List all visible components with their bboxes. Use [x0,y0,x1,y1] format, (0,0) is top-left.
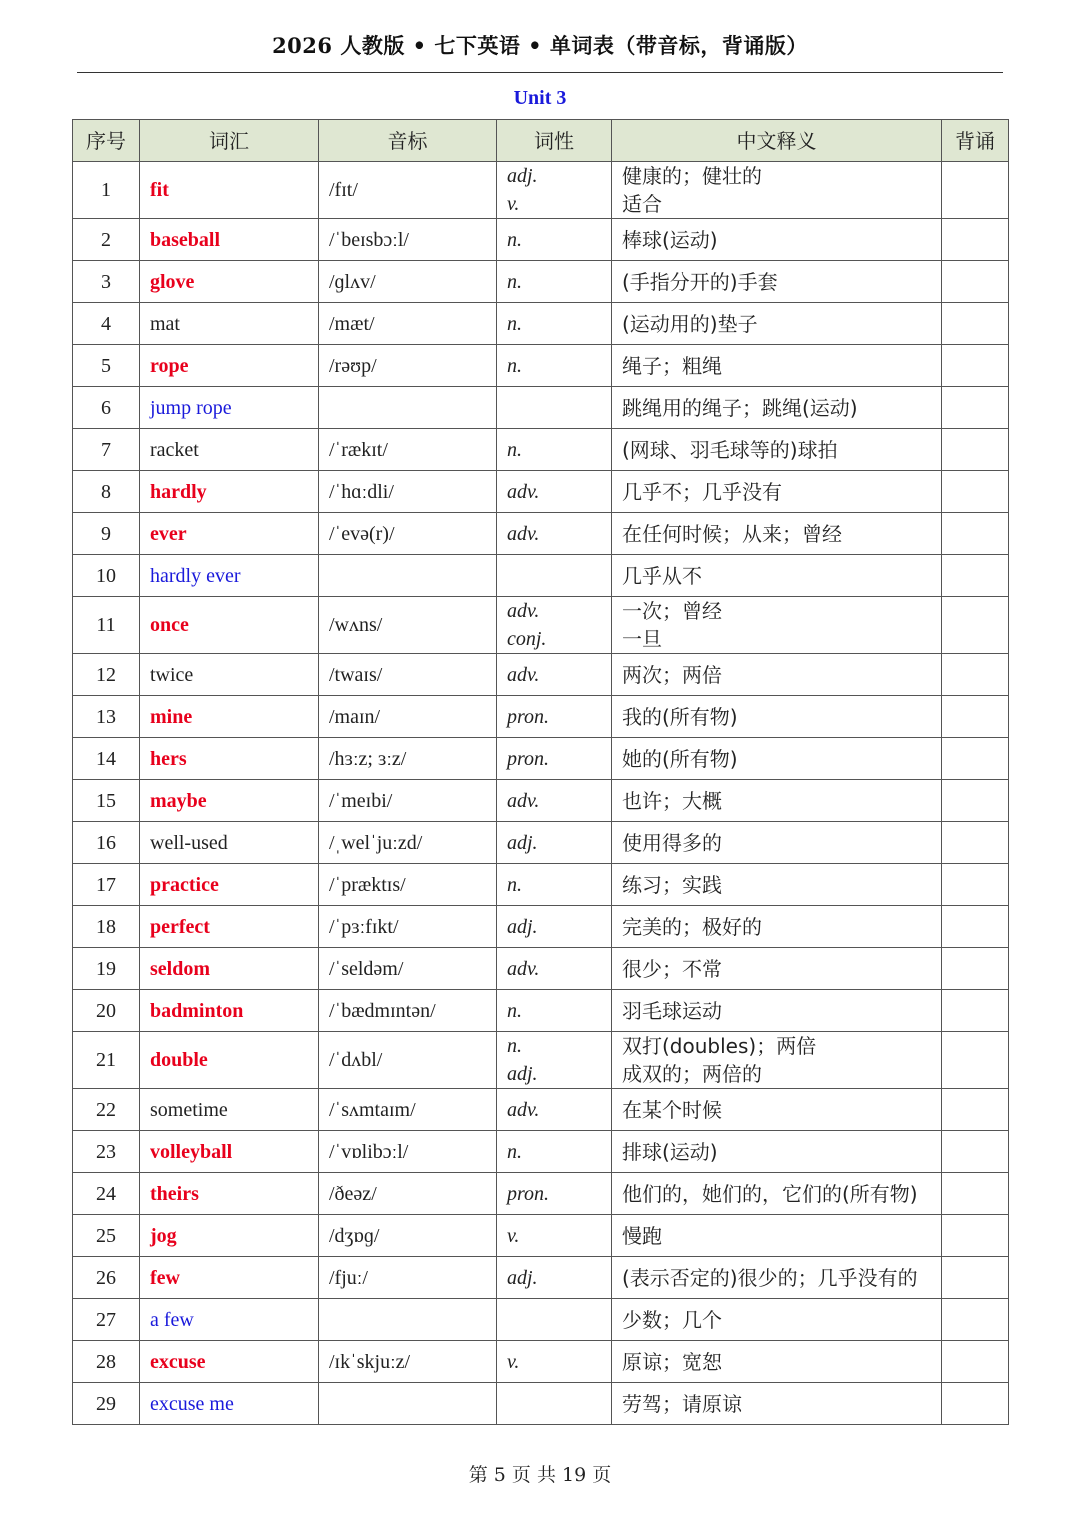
row-number: 20 [73,990,140,1032]
table-row [73,1257,1009,1299]
chinese-meaning-line: 使用得多的 [622,830,722,855]
chinese-meaning-line: 练习；实践 [622,872,722,897]
chinese-meaning-line: 羽毛球运动 [622,998,722,1023]
chinese-meaning-line: 我的(所有物) [622,704,738,729]
phonetic-transcription: /ˈevə(r)/ [319,513,497,555]
chinese-meaning [612,906,942,948]
part-of-speech [497,1089,612,1131]
table-row [73,1089,1009,1131]
table-row [73,162,1009,219]
chinese-meaning-line: 很少；不常 [622,956,722,981]
row-number: 19 [73,948,140,990]
phonetic-transcription: /rəʊp/ [319,345,497,387]
recite-checkbox-cell [942,990,1009,1032]
row-number: 23 [73,1131,140,1173]
unit-title: Unit 3 [513,87,567,109]
phonetic-transcription: /ˈmeɪbi/ [319,780,497,822]
row-number: 2 [73,219,140,261]
table-row [73,597,1009,654]
recite-checkbox-cell [942,738,1009,780]
column-header-phonetic: 音标 [319,120,497,162]
part-of-speech [497,1215,612,1257]
part-of-speech-line: adv. [507,522,540,545]
phonetic-transcription [319,1383,497,1425]
chinese-meaning-line: (运动用的)垫子 [622,311,758,336]
vocab-word: maybe [140,780,319,822]
row-number: 24 [73,1173,140,1215]
chinese-meaning [612,864,942,906]
recite-checkbox-cell [942,1341,1009,1383]
phonetic-transcription: /ˈhɑːdli/ [319,471,497,513]
part-of-speech [497,303,612,345]
recite-checkbox-cell [942,219,1009,261]
part-of-speech [497,1383,612,1425]
table-row [73,513,1009,555]
vocab-word: well-used [140,822,319,864]
recite-checkbox-cell [942,429,1009,471]
part-of-speech-line: n. [507,354,522,377]
part-of-speech [497,1341,612,1383]
row-number: 5 [73,345,140,387]
chinese-meaning-line: 双打(doubles)；两倍 [622,1034,817,1058]
chinese-meaning [612,948,942,990]
chinese-meaning-line: (网球、羽毛球等的)球拍 [622,437,838,462]
chinese-meaning [612,345,942,387]
part-of-speech [497,780,612,822]
phonetic-transcription: /ˈdʌbl/ [319,1032,497,1089]
vocab-word: racket [140,429,319,471]
part-of-speech-line: v. [507,1224,520,1247]
part-of-speech-line: pron. [507,705,550,728]
part-of-speech-line: adj. [507,915,538,938]
row-number: 12 [73,654,140,696]
part-of-speech-line: v. [507,193,520,215]
chinese-meaning [612,1341,942,1383]
recite-checkbox-cell [942,513,1009,555]
vocab-word: fit [140,162,319,219]
vocab-word: few [140,1257,319,1299]
part-of-speech-line: adj. [507,165,538,187]
vocab-word: mine [140,696,319,738]
chinese-meaning [612,738,942,780]
chinese-meaning-line: 原谅；宽恕 [622,1349,722,1374]
row-number: 8 [73,471,140,513]
part-of-speech [497,738,612,780]
chinese-meaning [612,261,942,303]
part-of-speech [497,990,612,1032]
part-of-speech-line: n. [507,873,522,896]
column-header-recite: 背诵 [942,120,1009,162]
row-number: 18 [73,906,140,948]
recite-checkbox-cell [942,597,1009,654]
part-of-speech [497,513,612,555]
chinese-meaning-line: 成双的；两倍的 [622,1062,762,1086]
chinese-meaning-line: 慢跑 [622,1223,662,1248]
recite-checkbox-cell [942,864,1009,906]
phonetic-transcription: /ɡlʌv/ [319,261,497,303]
column-header-number: 序号 [73,120,140,162]
part-of-speech-line: adv. [507,789,540,812]
part-of-speech-line: n. [507,999,522,1022]
table-row [73,219,1009,261]
chinese-meaning-line: 也许；大概 [622,788,722,813]
part-of-speech [497,387,612,429]
chinese-meaning [612,387,942,429]
part-of-speech [497,1257,612,1299]
phonetic-transcription: /maɪn/ [319,696,497,738]
recite-checkbox-cell [942,1215,1009,1257]
vocab-word: sometime [140,1089,319,1131]
chinese-meaning-line: (手指分开的)手套 [622,269,778,294]
part-of-speech [497,597,612,654]
table-row [73,387,1009,429]
phonetic-transcription: /ˈpɜːfɪkt/ [319,906,497,948]
table-row [73,261,1009,303]
vocab-word: glove [140,261,319,303]
chinese-meaning-line: 她的(所有物) [622,746,738,771]
part-of-speech-line: n. [507,312,522,335]
chinese-meaning [612,429,942,471]
vocab-word: double [140,1032,319,1089]
header-divider [77,72,1003,73]
row-number: 14 [73,738,140,780]
table-row [73,738,1009,780]
chinese-meaning [612,780,942,822]
vocabulary-table [72,119,1009,1425]
vocab-word: perfect [140,906,319,948]
phonetic-transcription: /fɪt/ [319,162,497,219]
chinese-meaning [612,654,942,696]
chinese-meaning [612,822,942,864]
table-row [73,303,1009,345]
chinese-meaning [612,1032,942,1089]
vocab-word: ever [140,513,319,555]
phonetic-transcription: /ˈsʌmtaɪm/ [319,1089,497,1131]
recite-checkbox-cell [942,303,1009,345]
phonetic-transcription: /ˈvɒlibɔːl/ [319,1131,497,1173]
table-row [73,1032,1009,1089]
vocab-word: mat [140,303,319,345]
row-number: 15 [73,780,140,822]
vocab-word: rope [140,345,319,387]
phonetic-transcription: /twaɪs/ [319,654,497,696]
table-row [73,654,1009,696]
recite-checkbox-cell [942,1299,1009,1341]
table-row [73,345,1009,387]
phonetic-transcription: /mæt/ [319,303,497,345]
vocab-word: hardly [140,471,319,513]
part-of-speech [497,864,612,906]
row-number: 13 [73,696,140,738]
part-of-speech-line: pron. [507,1182,550,1205]
chinese-meaning [612,513,942,555]
row-number: 3 [73,261,140,303]
row-number: 7 [73,429,140,471]
part-of-speech-line: adv. [507,600,540,622]
part-of-speech [497,219,612,261]
table-row [73,1173,1009,1215]
recite-checkbox-cell [942,387,1009,429]
part-of-speech-line: pron. [507,747,550,770]
part-of-speech [497,948,612,990]
vocab-word: volleyball [140,1131,319,1173]
phonetic-transcription: /ˈbædmɪntən/ [319,990,497,1032]
row-number: 17 [73,864,140,906]
table-row [73,555,1009,597]
chinese-meaning [612,1215,942,1257]
chinese-meaning-line: (表示否定的)很少的；几乎没有的 [622,1265,918,1290]
row-number: 10 [73,555,140,597]
table-row [73,1383,1009,1425]
row-number: 16 [73,822,140,864]
phonetic-transcription: /fjuː/ [319,1257,497,1299]
row-number: 22 [73,1089,140,1131]
chinese-meaning-line: 在任何时候；从来；曾经 [622,521,842,546]
part-of-speech [497,822,612,864]
table-row [73,948,1009,990]
phonetic-transcription [319,555,497,597]
chinese-meaning [612,696,942,738]
vocab-word: excuse me [140,1383,319,1425]
row-number: 21 [73,1032,140,1089]
recite-checkbox-cell [942,1089,1009,1131]
part-of-speech-line: adv. [507,480,540,503]
phonetic-transcription: /dʒɒɡ/ [319,1215,497,1257]
part-of-speech [497,1173,612,1215]
row-number: 28 [73,1341,140,1383]
document-title: 2026 人教版 • 七下英语 • 单词表（带音标，背诵版） [272,33,808,58]
row-number: 11 [73,597,140,654]
row-number: 26 [73,1257,140,1299]
chinese-meaning-line: 排球(运动) [622,1139,718,1164]
phonetic-transcription: /ˈrækɪt/ [319,429,497,471]
phonetic-transcription: /ˈbeɪsbɔːl/ [319,219,497,261]
recite-checkbox-cell [942,555,1009,597]
phonetic-transcription: /ɪkˈskjuːz/ [319,1341,497,1383]
chinese-meaning [612,219,942,261]
vocab-word: hers [140,738,319,780]
chinese-meaning-line: 几乎不；几乎没有 [622,479,782,504]
vocab-word: excuse [140,1341,319,1383]
phonetic-transcription [319,1299,497,1341]
recite-checkbox-cell [942,696,1009,738]
chinese-meaning-line: 绳子；粗绳 [622,353,722,378]
phonetic-transcription: /hɜːz; ɜːz/ [319,738,497,780]
recite-checkbox-cell [942,654,1009,696]
chinese-meaning-line: 跳绳用的绳子；跳绳(运动) [622,395,858,420]
chinese-meaning-line: 适合 [622,192,662,216]
chinese-meaning [612,597,942,654]
part-of-speech-line: n. [507,270,522,293]
part-of-speech-line: adv. [507,663,540,686]
part-of-speech [497,471,612,513]
vocab-word: hardly ever [140,555,319,597]
chinese-meaning [612,990,942,1032]
table-row [73,990,1009,1032]
part-of-speech-line: n. [507,1035,522,1057]
part-of-speech [497,654,612,696]
recite-checkbox-cell [942,906,1009,948]
row-number: 27 [73,1299,140,1341]
vocab-word: theirs [140,1173,319,1215]
row-number: 4 [73,303,140,345]
recite-checkbox-cell [942,1131,1009,1173]
table-row [73,696,1009,738]
chinese-meaning [612,162,942,219]
phonetic-transcription [319,387,497,429]
recite-checkbox-cell [942,822,1009,864]
row-number: 9 [73,513,140,555]
table-row [73,1299,1009,1341]
chinese-meaning-line: 劳驾；请原谅 [622,1391,742,1416]
chinese-meaning [612,303,942,345]
table-row [73,1341,1009,1383]
vocab-word: once [140,597,319,654]
chinese-meaning [612,471,942,513]
recite-checkbox-cell [942,1383,1009,1425]
part-of-speech-line: adv. [507,957,540,980]
chinese-meaning [612,1131,942,1173]
vocab-word: baseball [140,219,319,261]
chinese-meaning [612,1383,942,1425]
part-of-speech [497,345,612,387]
part-of-speech [497,261,612,303]
vocab-word: jog [140,1215,319,1257]
part-of-speech-line: conj. [507,628,547,650]
part-of-speech [497,906,612,948]
part-of-speech-line: n. [507,438,522,461]
part-of-speech-line: adv. [507,1098,540,1121]
table-row [73,1131,1009,1173]
table-row [73,822,1009,864]
phonetic-transcription: /ˌwelˈjuːzd/ [319,822,497,864]
chinese-meaning-line: 健康的；健壮的 [622,164,762,188]
chinese-meaning [612,1089,942,1131]
part-of-speech-line: adj. [507,831,538,854]
chinese-meaning [612,1173,942,1215]
column-header-chinese-meaning: 中文释义 [612,120,942,162]
chinese-meaning-line: 他们的，她们的，它们的(所有物) [622,1181,918,1206]
part-of-speech [497,429,612,471]
vocab-word: seldom [140,948,319,990]
chinese-meaning-line: 一旦 [622,627,662,651]
chinese-meaning-line: 两次；两倍 [622,662,722,687]
part-of-speech-line: n. [507,1140,522,1163]
table-row [73,1215,1009,1257]
row-number: 25 [73,1215,140,1257]
recite-checkbox-cell [942,471,1009,513]
chinese-meaning [612,1257,942,1299]
page-footer: 第 5 页 共 19 页 [468,1464,612,1486]
part-of-speech-line: n. [507,228,522,251]
part-of-speech [497,1131,612,1173]
part-of-speech [497,1032,612,1089]
row-number: 1 [73,162,140,219]
recite-checkbox-cell [942,1032,1009,1089]
phonetic-transcription: /ðeəz/ [319,1173,497,1215]
chinese-meaning-line: 一次；曾经 [622,599,722,623]
phonetic-transcription: /ˈseldəm/ [319,948,497,990]
column-header-part-of-speech: 词性 [497,120,612,162]
chinese-meaning-line: 在某个时候 [622,1097,722,1122]
table-row [73,780,1009,822]
part-of-speech-line: v. [507,1350,520,1373]
chinese-meaning-line: 完美的；极好的 [622,914,762,939]
recite-checkbox-cell [942,1173,1009,1215]
chinese-meaning-line: 几乎从不 [622,563,702,588]
part-of-speech-line: adj. [507,1266,538,1289]
row-number: 6 [73,387,140,429]
table-header-row [73,120,1009,162]
vocabulary-rows [73,162,1009,1425]
row-number: 29 [73,1383,140,1425]
table-row [73,429,1009,471]
part-of-speech [497,555,612,597]
part-of-speech-line: adj. [507,1063,538,1085]
recite-checkbox-cell [942,780,1009,822]
part-of-speech [497,696,612,738]
chinese-meaning-line: 少数；几个 [622,1307,722,1332]
chinese-meaning [612,1299,942,1341]
chinese-meaning-line: 棒球(运动) [622,227,718,252]
part-of-speech [497,162,612,219]
recite-checkbox-cell [942,1257,1009,1299]
table-row [73,864,1009,906]
phonetic-transcription: /wʌns/ [319,597,497,654]
vocab-word: a few [140,1299,319,1341]
recite-checkbox-cell [942,948,1009,990]
part-of-speech [497,1299,612,1341]
recite-checkbox-cell [942,162,1009,219]
vocab-word: twice [140,654,319,696]
vocab-word: badminton [140,990,319,1032]
phonetic-transcription: /ˈpræktɪs/ [319,864,497,906]
vocab-word: practice [140,864,319,906]
column-header-word: 词汇 [140,120,319,162]
vocab-word: jump rope [140,387,319,429]
table-row [73,906,1009,948]
recite-checkbox-cell [942,345,1009,387]
chinese-meaning [612,555,942,597]
table-row [73,471,1009,513]
recite-checkbox-cell [942,261,1009,303]
